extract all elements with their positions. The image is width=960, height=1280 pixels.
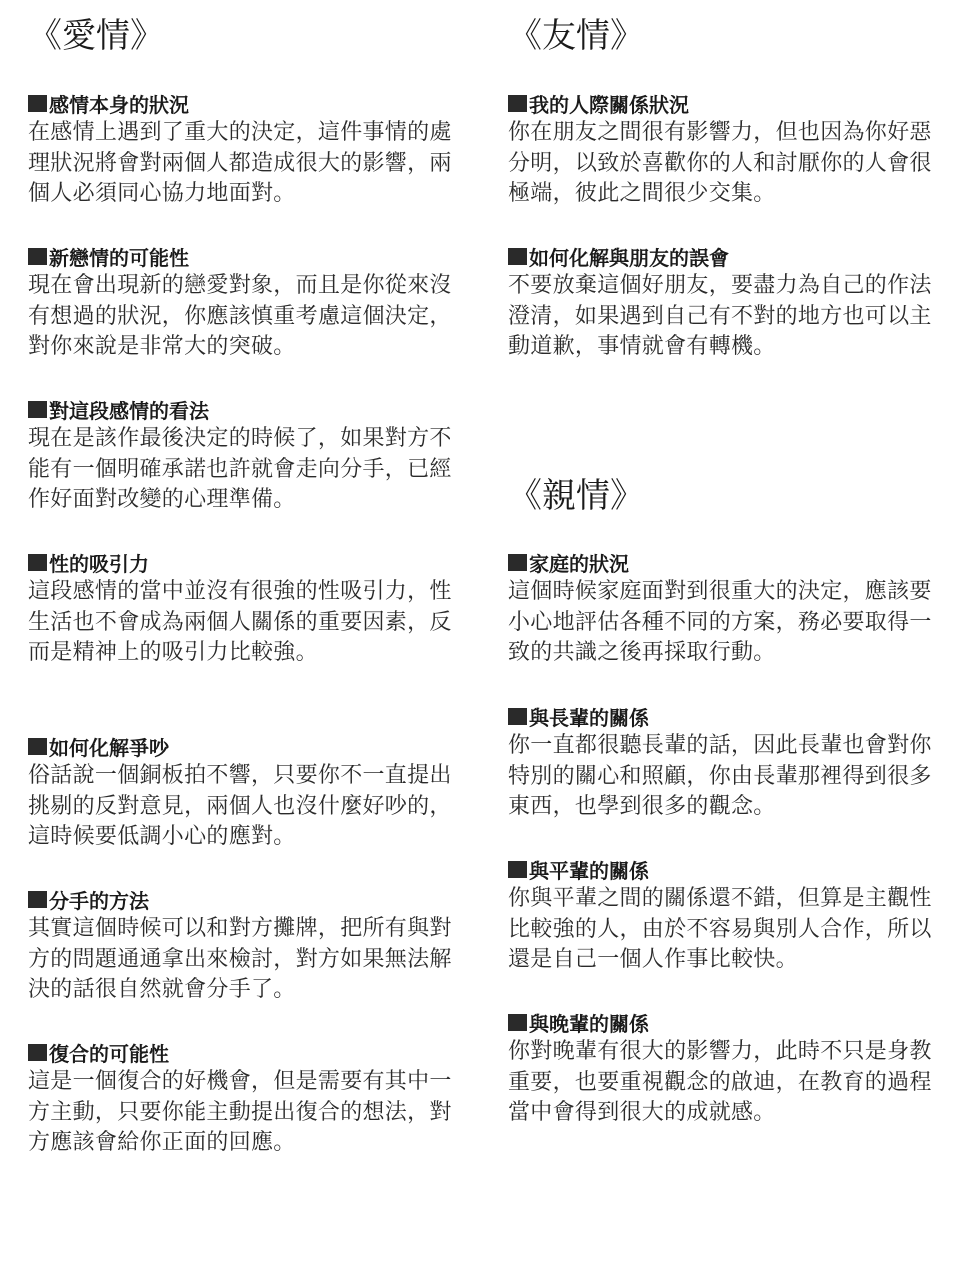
family-section-home xyxy=(508,549,948,669)
love-title: 《愛情》 xyxy=(28,16,164,56)
section-heading-text: 對這段感情的看法 xyxy=(49,398,209,423)
section-heading-text: 分手的方法 xyxy=(49,888,149,913)
square-bullet-icon xyxy=(28,891,47,908)
love-section-attraction xyxy=(28,549,468,669)
section-heading-text: 如何化解爭吵 xyxy=(49,735,169,760)
love-section-quarrel xyxy=(28,733,468,853)
section-heading-text: 家庭的狀況 xyxy=(529,551,629,576)
friendship-title: 《友情》 xyxy=(508,16,644,56)
section-heading xyxy=(508,856,948,882)
section-heading xyxy=(28,549,468,575)
section-body: 俗話說一個銅板拍不響，只要你不一直提出挑剔的反對意見，兩個人也沒什麼好吵的，這時候要低調小心的應對。 xyxy=(28,763,452,849)
section-body: 這是一個復合的好機會，但是需要有其中一方主動，只要你能主動提出復合的想法，對方應該會給你正面的回應。 xyxy=(28,1069,452,1155)
section-heading-text: 與晚輩的關係 xyxy=(529,1011,649,1036)
friendship-section-misunderstanding xyxy=(508,243,948,363)
section-heading-text: 如何化解與朋友的誤會 xyxy=(529,245,729,270)
square-bullet-icon xyxy=(508,708,527,725)
section-heading xyxy=(28,1039,468,1065)
square-bullet-icon xyxy=(28,554,47,571)
square-bullet-icon xyxy=(508,248,527,265)
section-heading-text: 性的吸引力 xyxy=(49,551,149,576)
section-heading xyxy=(28,396,468,422)
family-section-elders xyxy=(508,703,948,823)
section-heading-text: 復合的可能性 xyxy=(49,1041,169,1066)
section-body: 不要放棄這個好朋友，要盡力為自己的作法澄清，如果遇到自己有不對的地方也可以主動道歉，事情就會有轉機。 xyxy=(508,273,932,359)
square-bullet-icon xyxy=(508,1014,527,1031)
square-bullet-icon xyxy=(28,1044,47,1061)
section-heading xyxy=(508,1009,948,1035)
section-body: 你在朋友之間很有影響力，但也因為你好惡分明，以致於喜歡你的人和討厭你的人會很極端，彼此之間很少交集。 xyxy=(508,120,932,206)
square-bullet-icon xyxy=(28,401,47,418)
section-heading-text: 我的人際關係狀況 xyxy=(529,92,689,117)
square-bullet-icon xyxy=(508,95,527,112)
section-heading xyxy=(508,703,948,729)
section-heading xyxy=(28,886,468,912)
square-bullet-icon xyxy=(508,554,527,571)
section-heading xyxy=(28,90,468,116)
section-body: 你與平輩之間的關係還不錯，但算是主觀性比較強的人，由於不容易與別人合作，所以還是自己一個人作事比較快。 xyxy=(508,886,932,972)
love-section-reunion xyxy=(28,1039,468,1159)
family-section-juniors xyxy=(508,1009,948,1129)
section-heading-text: 感情本身的狀況 xyxy=(49,92,189,117)
section-heading xyxy=(28,243,468,269)
section-body: 在感情上遇到了重大的決定，這件事情的處理狀況將會對兩個人都造成很大的影響，兩個人必須同心協力地面對。 xyxy=(28,120,452,206)
section-body: 現在會出現新的戀愛對象，而且是你從來沒有想過的狀況，你應該慎重考慮這個決定，對你來說是非常大的突破。 xyxy=(28,273,452,359)
family-title: 《親情》 xyxy=(508,476,644,516)
section-heading-text: 與長輩的關係 xyxy=(529,705,649,730)
square-bullet-icon xyxy=(508,861,527,878)
square-bullet-icon xyxy=(28,738,47,755)
section-body: 這段感情的當中並沒有很強的性吸引力，性生活也不會成為兩個人關係的重要因素，反而是精神上的吸引力比較強。 xyxy=(28,579,452,665)
square-bullet-icon xyxy=(28,248,47,265)
section-body: 你對晚輩有很大的影響力，此時不只是身教重要，也要重視觀念的啟迪，在教育的過程當中會得到很大的成就感。 xyxy=(508,1039,932,1125)
section-heading xyxy=(28,733,468,759)
section-body: 現在是該作最後決定的時候了，如果對方不能有一個明確承諾也許就會走向分手，已經作好面對改變的心理準備。 xyxy=(28,426,452,512)
family-section-peers xyxy=(508,856,948,976)
love-section-new-romance xyxy=(28,243,468,363)
love-section-view xyxy=(28,396,468,516)
friendship-section-relations xyxy=(508,90,948,210)
section-heading-text: 與平輩的關係 xyxy=(529,858,649,883)
section-heading xyxy=(508,243,948,269)
section-body: 你一直都很聽長輩的話，因此長輩也會對你特別的關心和照顧，你由長輩那裡得到很多東西，也學到很多的觀念。 xyxy=(508,733,932,819)
section-heading xyxy=(508,549,948,575)
section-body: 這個時候家庭面對到很重大的決定，應該要小心地評估各種不同的方案，務必要取得一致的共識之後再採取行動。 xyxy=(508,579,932,665)
love-section-condition xyxy=(28,90,468,210)
section-heading-text: 新戀情的可能性 xyxy=(49,245,189,270)
section-body: 其實這個時候可以和對方攤牌，把所有與對方的問題通通拿出來檢討，對方如果無法解決的話很自然就會分手了。 xyxy=(28,916,452,1002)
love-section-breakup xyxy=(28,886,468,1006)
section-heading xyxy=(508,90,948,116)
square-bullet-icon xyxy=(28,95,47,112)
